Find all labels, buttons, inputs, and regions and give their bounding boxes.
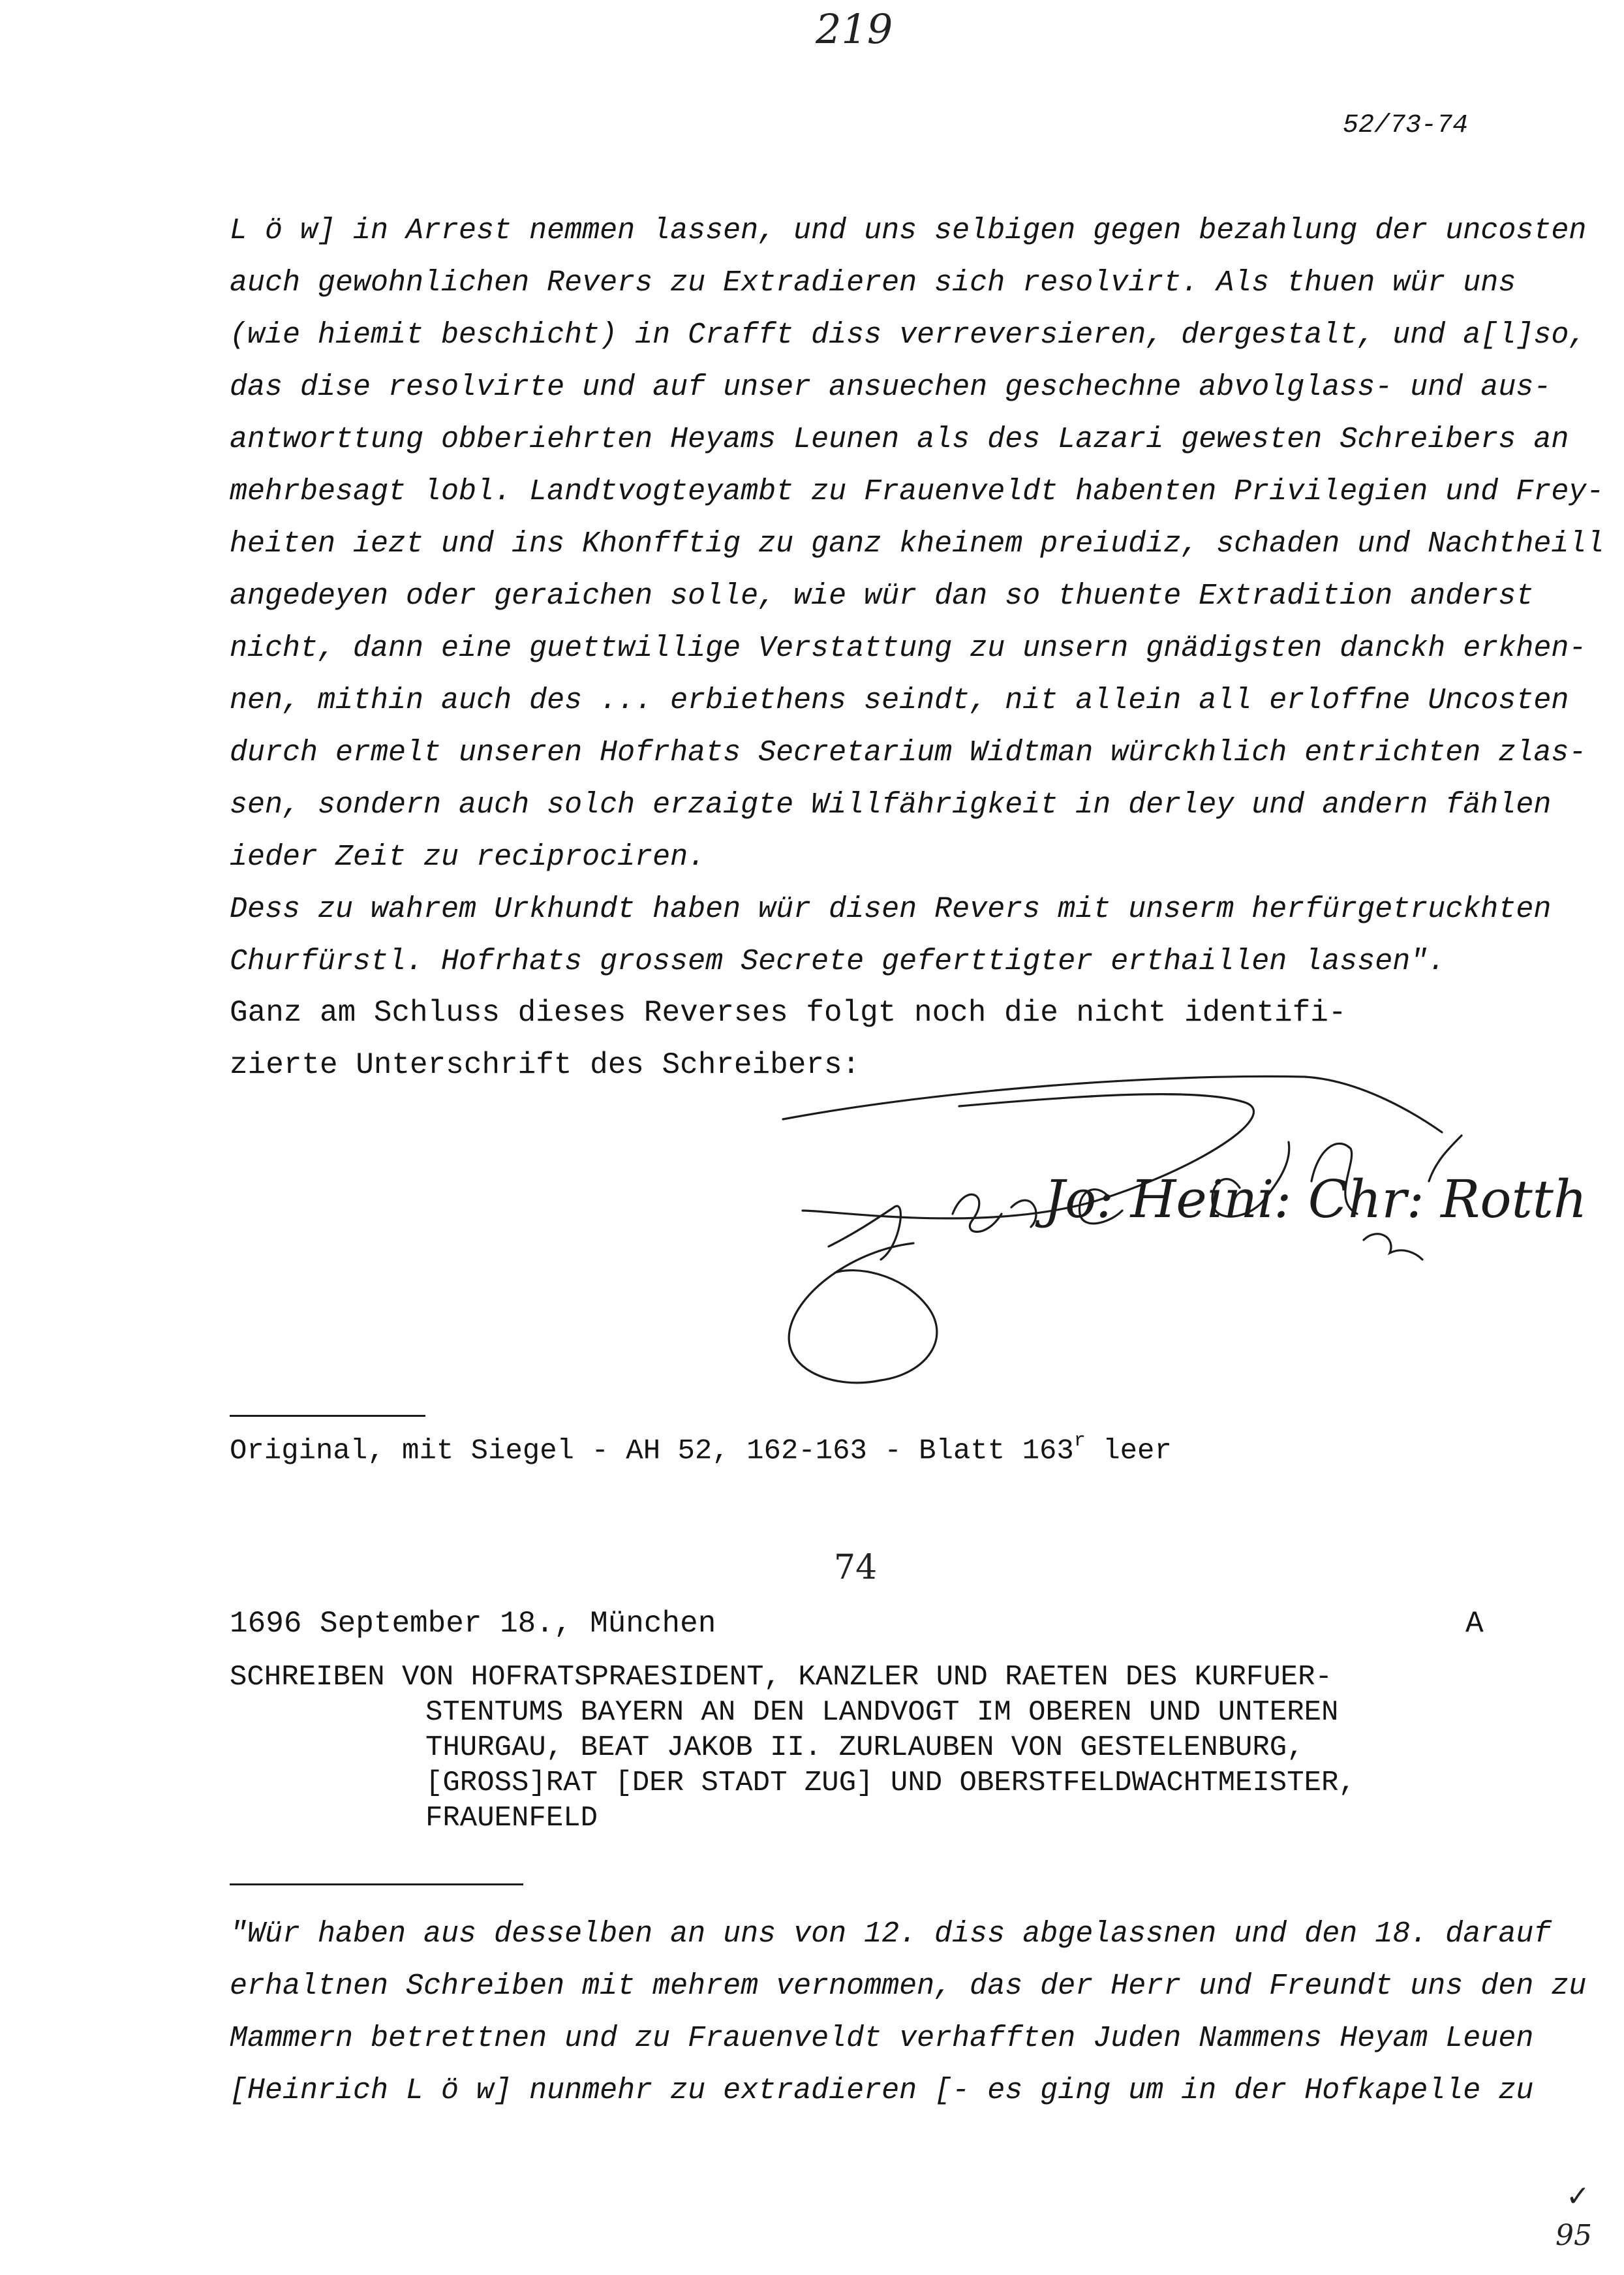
corner-check-mark: ✓ xyxy=(1566,2180,1590,2213)
doc73-line: heiten iezt und ins Khonfftig zu ganz kheinem preiudiz, schaden und Nachtheill xyxy=(230,527,1604,561)
footnote-suffix: leer xyxy=(1103,1434,1172,1468)
footnote-text: Original, mit Siegel - AH 52, 162-163 - Blatt 163 xyxy=(230,1434,1074,1468)
doc74-body-line: Mammern betrettnen und zu Frauenveldt verhafften Juden Nammens Heyam Leuen xyxy=(230,2022,1534,2055)
doc74-body-line: "Wür haben aus desselben an uns von 12. diss abgelassnen und den 18. darauf xyxy=(230,1917,1552,1951)
document-reference: 52/73-74 xyxy=(1343,111,1469,140)
doc73-line: (wie hiemit beschicht) in Crafft diss verreversieren, dergestalt, und a[l]so, xyxy=(230,318,1587,352)
doc73-line: antworttung obberiehrten Heyams Leunen als des Lazari gewesten Schreibers an xyxy=(230,423,1569,456)
doc73-line: mehrbesagt lobl. Landtvogteyambt zu Frauenveldt habenten Privilegien und Frey- xyxy=(230,475,1604,508)
signature-text: Jo: Heini: Chr: Rotth xyxy=(1044,1169,1587,1230)
doc73-line: das dise resolvirte und auf unser ansuechen geschechne abvolglass- und aus- xyxy=(230,371,1552,404)
doc73-line: nen, mithin auch des ... erbiethens seindt, nit allein all erloffne Uncosten xyxy=(230,684,1569,717)
corner-page-number: 95 xyxy=(1555,2219,1592,2252)
doc74-title-line: FRAUENFELD xyxy=(425,1802,598,1834)
doc74-rule xyxy=(230,1883,523,1885)
doc73-line: nicht, dann eine guettwillige Verstattung zu unsern gnädigsten danckh erkhen- xyxy=(230,632,1587,665)
footnote-rule xyxy=(230,1415,425,1417)
doc74-body-line: erhaltnen Schreiben mit mehrem vernommen, das der Herr und Freundt uns den zu xyxy=(230,1970,1587,2003)
doc74-marker: A xyxy=(1465,1607,1484,1641)
doc74-title-line: SCHREIBEN VON HOFRATSPRAESIDENT, KANZLER UND RAETEN DES KURFUER- xyxy=(230,1661,1332,1694)
doc74-title-line: STENTUMS BAYERN AN DEN LANDVOGT IM OBEREN UND UNTEREN xyxy=(425,1696,1339,1729)
doc73-line: Churfürstl. Hofrhats grossem Secrete geferttigter erthaillen lassen". xyxy=(230,945,1446,978)
doc73-line: sen, sondern auch solch erzaigte Willfährigkeit in derley und andern fählen xyxy=(230,788,1552,822)
doc74-number: 74 xyxy=(834,1548,878,1587)
doc73-line: durch ermelt unseren Hofrhats Secretarium Widtman würckhlich entrichten zlas- xyxy=(230,736,1587,769)
doc73-line: ieder Zeit zu reciprociren. xyxy=(230,841,706,874)
signature-image xyxy=(705,1051,1587,1403)
doc74-body-line: [Heinrich L ö w] nunmehr zu extradieren [- es ging um in der Hofkapelle zu xyxy=(230,2074,1534,2107)
doc73-line: auch gewohnlichen Revers zu Extradieren sich resolvirt. Als thuen wür uns xyxy=(230,266,1516,300)
doc73-note-line: Ganz am Schluss dieses Reverses folgt noch die nicht identifi- xyxy=(230,996,1347,1030)
footnote xyxy=(230,1432,1172,1468)
doc74-title-line: [GROSS]RAT [DER STADT ZUG] UND OBERSTFELDWACHTMEISTER, xyxy=(425,1767,1356,1799)
handwritten-folio-number: 219 xyxy=(816,5,893,53)
doc73-line: angedeyen oder geraichen solle, wie wür dan so thuente Extradition anderst xyxy=(230,580,1534,613)
doc73-note-line: zierte Unterschrift des Schreibers: xyxy=(230,1048,861,1082)
doc74-title-line: THURGAU, BEAT JAKOB II. ZURLAUBEN VON GESTELENBURG, xyxy=(425,1731,1304,1764)
doc73-line: Dess zu wahrem Urkhundt haben wür disen Revers mit unserm herfürgetruckhten xyxy=(230,893,1552,926)
footnote-superscript: r xyxy=(1073,1430,1086,1452)
doc73-line: L ö w] in Arrest nemmen lassen, und uns selbigen gegen bezahlung der uncosten xyxy=(230,214,1587,247)
doc74-date-place: 1696 September 18., München xyxy=(230,1607,716,1641)
